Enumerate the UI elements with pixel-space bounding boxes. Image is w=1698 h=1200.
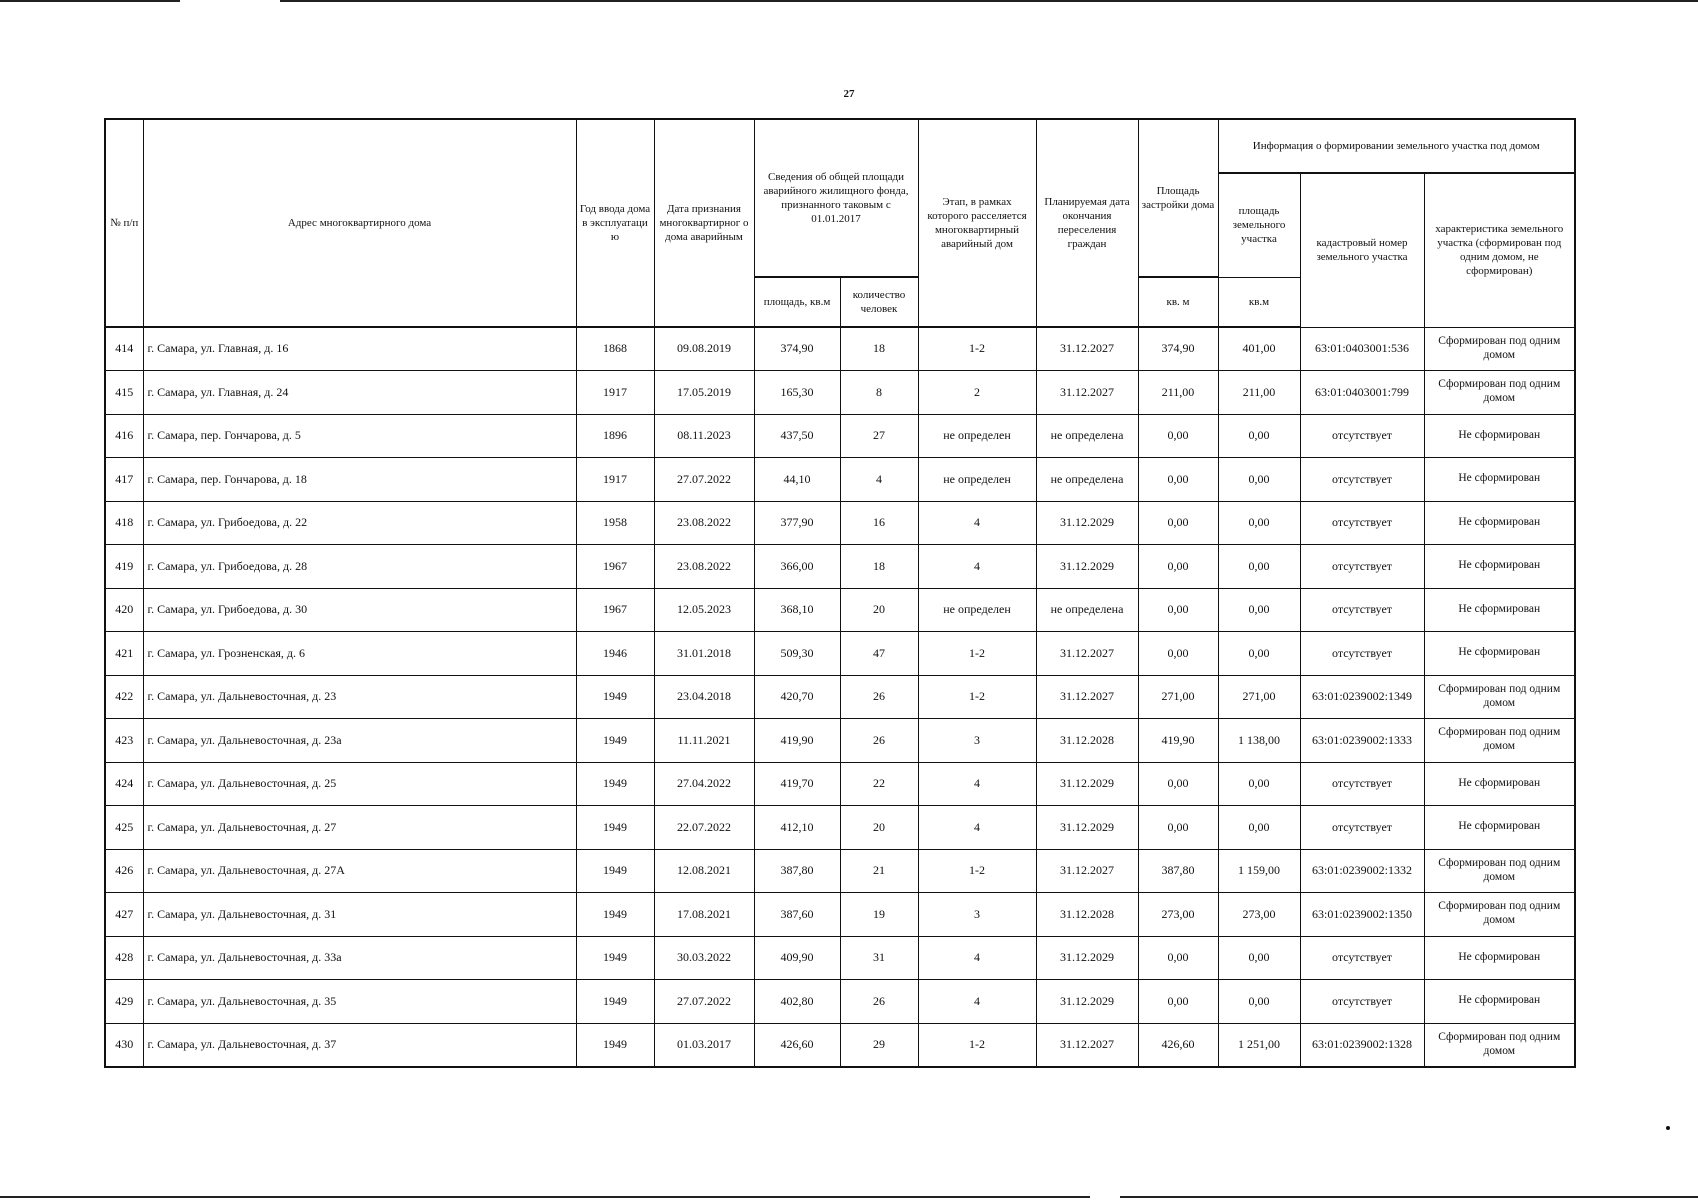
cell-cadastral: отсутствует	[1300, 545, 1424, 589]
header-land-group: Информация о формировании земельного участка под домом	[1218, 119, 1575, 173]
cell-land-area: 273,00	[1218, 893, 1300, 937]
cell-land-area: 211,00	[1218, 371, 1300, 415]
cell-recognition-date: 12.08.2021	[654, 849, 754, 893]
cell-cadastral: отсутствует	[1300, 414, 1424, 458]
cell-people: 22	[840, 762, 918, 806]
cell-building-area: 374,90	[1138, 327, 1218, 371]
cell-cadastral: отсутствует	[1300, 458, 1424, 502]
cell-people: 26	[840, 719, 918, 763]
cell-address: г. Самара, ул. Дальневосточная, д. 31	[143, 893, 576, 937]
cell-planned-date: 31.12.2027	[1036, 675, 1138, 719]
cell-land-area: 1 159,00	[1218, 849, 1300, 893]
cell-num: 425	[105, 806, 143, 850]
scan-border-top-right	[280, 0, 1698, 2]
cell-land-area: 0,00	[1218, 588, 1300, 632]
cell-year: 1949	[576, 675, 654, 719]
cell-recognition-date: 22.07.2022	[654, 806, 754, 850]
cell-land-area: 0,00	[1218, 936, 1300, 980]
cell-stage: 1-2	[918, 675, 1036, 719]
cell-cadastral: отсутствует	[1300, 501, 1424, 545]
cell-recognition-date: 11.11.2021	[654, 719, 754, 763]
cell-recognition-date: 01.03.2017	[654, 1023, 754, 1067]
cell-planned-date: 31.12.2028	[1036, 719, 1138, 763]
cell-address: г. Самара, ул. Грибоедова, д. 28	[143, 545, 576, 589]
cell-address: г. Самара, ул. Дальневосточная, д. 37	[143, 1023, 576, 1067]
scan-border-top-left	[0, 0, 180, 2]
cell-num: 420	[105, 588, 143, 632]
table-row	[105, 501, 1575, 545]
cell-year: 1949	[576, 936, 654, 980]
cell-year: 1949	[576, 806, 654, 850]
cell-building-area: 271,00	[1138, 675, 1218, 719]
cell-people: 26	[840, 675, 918, 719]
cell-land-area: 0,00	[1218, 501, 1300, 545]
cell-characteristic: Не сформирован	[1424, 762, 1575, 806]
cell-address: г. Самара, пер. Гончарова, д. 18	[143, 458, 576, 502]
cell-cadastral: отсутствует	[1300, 762, 1424, 806]
cell-cadastral: отсутствует	[1300, 980, 1424, 1024]
cell-people: 4	[840, 458, 918, 502]
cell-planned-date: 31.12.2027	[1036, 632, 1138, 676]
cell-characteristic: Сформирован под одним домом	[1424, 371, 1575, 415]
cell-land-area: 1 138,00	[1218, 719, 1300, 763]
cell-land-area: 271,00	[1218, 675, 1300, 719]
table-row	[105, 414, 1575, 458]
cell-building-area: 0,00	[1138, 414, 1218, 458]
cell-land-area: 401,00	[1218, 327, 1300, 371]
cell-land-area: 0,00	[1218, 762, 1300, 806]
table-row	[105, 675, 1575, 719]
cell-area: 509,30	[754, 632, 840, 676]
cell-num: 429	[105, 980, 143, 1024]
cell-stage: 1-2	[918, 849, 1036, 893]
cell-area: 165,30	[754, 371, 840, 415]
table-row	[105, 545, 1575, 589]
cell-characteristic: Сформирован под одним домом	[1424, 327, 1575, 371]
cell-cadastral: 63:01:0239002:1349	[1300, 675, 1424, 719]
cell-stage: 1-2	[918, 327, 1036, 371]
table-row	[105, 458, 1575, 502]
cell-recognition-date: 17.05.2019	[654, 371, 754, 415]
cell-people: 18	[840, 327, 918, 371]
cell-people: 16	[840, 501, 918, 545]
cell-num: 418	[105, 501, 143, 545]
cell-stage: 1-2	[918, 632, 1036, 676]
cell-area: 437,50	[754, 414, 840, 458]
cell-land-area: 1 251,00	[1218, 1023, 1300, 1067]
cell-characteristic: Не сформирован	[1424, 980, 1575, 1024]
cell-people: 29	[840, 1023, 918, 1067]
cell-num: 421	[105, 632, 143, 676]
cell-land-area: 0,00	[1218, 545, 1300, 589]
cell-area: 409,90	[754, 936, 840, 980]
cell-land-area: 0,00	[1218, 632, 1300, 676]
header-people-count: количество человек	[840, 277, 918, 327]
cell-cadastral: 63:01:0403001:536	[1300, 327, 1424, 371]
table-row	[105, 980, 1575, 1024]
cell-year: 1949	[576, 849, 654, 893]
cell-recognition-date: 27.04.2022	[654, 762, 754, 806]
cell-people: 20	[840, 806, 918, 850]
cell-stage: 1-2	[918, 1023, 1036, 1067]
cell-building-area: 0,00	[1138, 501, 1218, 545]
cell-recognition-date: 27.07.2022	[654, 980, 754, 1024]
cell-people: 27	[840, 414, 918, 458]
cell-planned-date: 31.12.2027	[1036, 327, 1138, 371]
cell-stage: 3	[918, 719, 1036, 763]
cell-building-area: 0,00	[1138, 762, 1218, 806]
page-number: 27	[843, 88, 855, 100]
header-land-area-unit: кв.м	[1218, 277, 1300, 327]
cell-year: 1958	[576, 501, 654, 545]
header-characteristic: характеристика земельного участка (сформирован под одним домом, не сформирован)	[1424, 173, 1575, 327]
cell-stage: 4	[918, 762, 1036, 806]
cell-area: 420,70	[754, 675, 840, 719]
header-land-area: площадь земельного участка	[1218, 173, 1300, 277]
cell-building-area: 0,00	[1138, 806, 1218, 850]
cell-cadastral: отсутствует	[1300, 936, 1424, 980]
header-planned-date: Планируемая дата окончания переселения граждан	[1036, 119, 1138, 327]
table-row	[105, 893, 1575, 937]
cell-people: 21	[840, 849, 918, 893]
cell-people: 26	[840, 980, 918, 1024]
cell-year: 1868	[576, 327, 654, 371]
cell-cadastral: 63:01:0239002:1350	[1300, 893, 1424, 937]
header-address: Адрес многоквартирного дома	[143, 119, 576, 327]
cell-land-area: 0,00	[1218, 806, 1300, 850]
cell-characteristic: Не сформирован	[1424, 545, 1575, 589]
cell-planned-date: 31.12.2029	[1036, 501, 1138, 545]
cell-characteristic: Не сформирован	[1424, 806, 1575, 850]
cell-stage: 4	[918, 980, 1036, 1024]
cell-planned-date: 31.12.2029	[1036, 980, 1138, 1024]
cell-year: 1949	[576, 719, 654, 763]
cell-cadastral: 63:01:0239002:1333	[1300, 719, 1424, 763]
cell-year: 1967	[576, 545, 654, 589]
cell-area: 402,80	[754, 980, 840, 1024]
table-row	[105, 762, 1575, 806]
cell-num: 416	[105, 414, 143, 458]
cell-address: г. Самара, ул. Дальневосточная, д. 27А	[143, 849, 576, 893]
table-row	[105, 632, 1575, 676]
cell-planned-date: 31.12.2029	[1036, 936, 1138, 980]
cell-building-area: 211,00	[1138, 371, 1218, 415]
table-body	[105, 327, 1575, 1067]
cell-characteristic: Не сформирован	[1424, 458, 1575, 502]
cell-planned-date: 31.12.2029	[1036, 545, 1138, 589]
cell-people: 20	[840, 588, 918, 632]
cell-cadastral: отсутствует	[1300, 588, 1424, 632]
cell-stage: 4	[918, 545, 1036, 589]
cell-address: г. Самара, ул. Дальневосточная, д. 35	[143, 980, 576, 1024]
cell-num: 427	[105, 893, 143, 937]
cell-cadastral: 63:01:0239002:1328	[1300, 1023, 1424, 1067]
header-stage: Этап, в рамках которого расселяется многоквартирный аварийный дом	[918, 119, 1036, 327]
cell-building-area: 273,00	[1138, 893, 1218, 937]
cell-building-area: 0,00	[1138, 545, 1218, 589]
cell-planned-date: не определена	[1036, 458, 1138, 502]
cell-year: 1949	[576, 893, 654, 937]
cell-planned-date: 31.12.2029	[1036, 806, 1138, 850]
cell-stage: 4	[918, 936, 1036, 980]
scan-speck	[1666, 1126, 1670, 1130]
cell-planned-date: не определена	[1036, 414, 1138, 458]
table-row	[105, 588, 1575, 632]
cell-num: 424	[105, 762, 143, 806]
cell-address: г. Самара, ул. Дальневосточная, д. 25	[143, 762, 576, 806]
cell-recognition-date: 08.11.2023	[654, 414, 754, 458]
cell-recognition-date: 31.01.2018	[654, 632, 754, 676]
cell-address: г. Самара, ул. Дальневосточная, д. 23	[143, 675, 576, 719]
cell-characteristic: Не сформирован	[1424, 588, 1575, 632]
cell-building-area: 0,00	[1138, 936, 1218, 980]
cell-recognition-date: 23.08.2022	[654, 545, 754, 589]
header-area-info: Сведения об общей площади аварийного жилищного фонда, признанного таковым с 01.01.2017	[754, 119, 918, 277]
table-row	[105, 806, 1575, 850]
cell-year: 1917	[576, 458, 654, 502]
cell-cadastral: 63:01:0239002:1332	[1300, 849, 1424, 893]
header-area-sqm: площадь, кв.м	[754, 277, 840, 327]
cell-area: 366,00	[754, 545, 840, 589]
cell-stage: 4	[918, 806, 1036, 850]
cell-cadastral: отсутствует	[1300, 806, 1424, 850]
cell-land-area: 0,00	[1218, 414, 1300, 458]
cell-year: 1949	[576, 1023, 654, 1067]
table-row	[105, 371, 1575, 415]
cell-year: 1967	[576, 588, 654, 632]
cell-address: г. Самара, ул. Дальневосточная, д. 33а	[143, 936, 576, 980]
header-building-area-unit: кв. м	[1138, 277, 1218, 327]
cell-year: 1946	[576, 632, 654, 676]
cell-characteristic: Сформирован под одним домом	[1424, 675, 1575, 719]
cell-recognition-date: 23.08.2022	[654, 501, 754, 545]
cell-characteristic: Не сформирован	[1424, 936, 1575, 980]
cell-recognition-date: 30.03.2022	[654, 936, 754, 980]
table-row	[105, 1023, 1575, 1067]
cell-num: 417	[105, 458, 143, 502]
cell-stage: не определен	[918, 458, 1036, 502]
cell-area: 44,10	[754, 458, 840, 502]
cell-planned-date: 31.12.2027	[1036, 371, 1138, 415]
cell-area: 412,10	[754, 806, 840, 850]
cell-people: 31	[840, 936, 918, 980]
cell-characteristic: Не сформирован	[1424, 501, 1575, 545]
cell-people: 47	[840, 632, 918, 676]
cell-characteristic: Сформирован под одним домом	[1424, 1023, 1575, 1067]
table-row	[105, 327, 1575, 371]
cell-num: 422	[105, 675, 143, 719]
cell-cadastral: 63:01:0403001:799	[1300, 371, 1424, 415]
cell-year: 1896	[576, 414, 654, 458]
cell-people: 8	[840, 371, 918, 415]
cell-address: г. Самара, ул. Грибоедова, д. 30	[143, 588, 576, 632]
cell-land-area: 0,00	[1218, 980, 1300, 1024]
cell-address: г. Самара, ул. Дальневосточная, д. 27	[143, 806, 576, 850]
header-building-area: Площадь застройки дома	[1138, 119, 1218, 277]
cell-recognition-date: 27.07.2022	[654, 458, 754, 502]
cell-planned-date: 31.12.2028	[1036, 893, 1138, 937]
cell-num: 415	[105, 371, 143, 415]
cell-num: 414	[105, 327, 143, 371]
cell-characteristic: Не сформирован	[1424, 632, 1575, 676]
cell-recognition-date: 17.08.2021	[654, 893, 754, 937]
cell-area: 419,70	[754, 762, 840, 806]
header-cadastral: кадастровый номер земельного участка	[1300, 173, 1424, 327]
header-year: Год ввода дома в эксплуатаци ю	[576, 119, 654, 327]
scan-border-bottom-right	[1120, 1196, 1698, 1198]
table-row	[105, 849, 1575, 893]
cell-stage: 4	[918, 501, 1036, 545]
cell-stage: не определен	[918, 414, 1036, 458]
cell-num: 426	[105, 849, 143, 893]
cell-recognition-date: 12.05.2023	[654, 588, 754, 632]
header-num: № п/п	[105, 119, 143, 327]
cell-characteristic: Не сформирован	[1424, 414, 1575, 458]
cell-building-area: 0,00	[1138, 980, 1218, 1024]
cell-address: г. Самара, ул. Главная, д. 24	[143, 371, 576, 415]
cell-year: 1949	[576, 762, 654, 806]
cell-stage: 3	[918, 893, 1036, 937]
cell-address: г. Самара, пер. Гончарова, д. 5	[143, 414, 576, 458]
cell-building-area: 0,00	[1138, 588, 1218, 632]
cell-planned-date: не определена	[1036, 588, 1138, 632]
cell-characteristic: Сформирован под одним домом	[1424, 849, 1575, 893]
cell-area: 419,90	[754, 719, 840, 763]
header-recognition-date: Дата признания многоквартирног о дома аварийным	[654, 119, 754, 327]
cell-building-area: 0,00	[1138, 458, 1218, 502]
cell-building-area: 426,60	[1138, 1023, 1218, 1067]
cell-area: 368,10	[754, 588, 840, 632]
cell-address: г. Самара, ул. Главная, д. 16	[143, 327, 576, 371]
cell-area: 374,90	[754, 327, 840, 371]
cell-recognition-date: 09.08.2019	[654, 327, 754, 371]
housing-registry-table	[104, 118, 1576, 1068]
cell-people: 19	[840, 893, 918, 937]
cell-address: г. Самара, ул. Дальневосточная, д. 23а	[143, 719, 576, 763]
cell-building-area: 0,00	[1138, 632, 1218, 676]
cell-recognition-date: 23.04.2018	[654, 675, 754, 719]
cell-land-area: 0,00	[1218, 458, 1300, 502]
scan-border-bottom-left	[0, 1196, 1090, 1198]
cell-num: 419	[105, 545, 143, 589]
cell-num: 423	[105, 719, 143, 763]
cell-area: 426,60	[754, 1023, 840, 1067]
cell-area: 387,80	[754, 849, 840, 893]
cell-area: 387,60	[754, 893, 840, 937]
cell-address: г. Самара, ул. Грозненская, д. 6	[143, 632, 576, 676]
cell-characteristic: Сформирован под одним домом	[1424, 893, 1575, 937]
cell-address: г. Самара, ул. Грибоедова, д. 22	[143, 501, 576, 545]
cell-cadastral: отсутствует	[1300, 632, 1424, 676]
cell-area: 377,90	[754, 501, 840, 545]
cell-stage: не определен	[918, 588, 1036, 632]
table-row	[105, 936, 1575, 980]
cell-characteristic: Сформирован под одним домом	[1424, 719, 1575, 763]
cell-num: 430	[105, 1023, 143, 1067]
table-row	[105, 719, 1575, 763]
cell-planned-date: 31.12.2027	[1036, 1023, 1138, 1067]
cell-building-area: 387,80	[1138, 849, 1218, 893]
cell-planned-date: 31.12.2027	[1036, 849, 1138, 893]
cell-planned-date: 31.12.2029	[1036, 762, 1138, 806]
cell-year: 1917	[576, 371, 654, 415]
cell-building-area: 419,90	[1138, 719, 1218, 763]
cell-num: 428	[105, 936, 143, 980]
cell-year: 1949	[576, 980, 654, 1024]
cell-people: 18	[840, 545, 918, 589]
cell-stage: 2	[918, 371, 1036, 415]
table-header	[105, 119, 1575, 327]
